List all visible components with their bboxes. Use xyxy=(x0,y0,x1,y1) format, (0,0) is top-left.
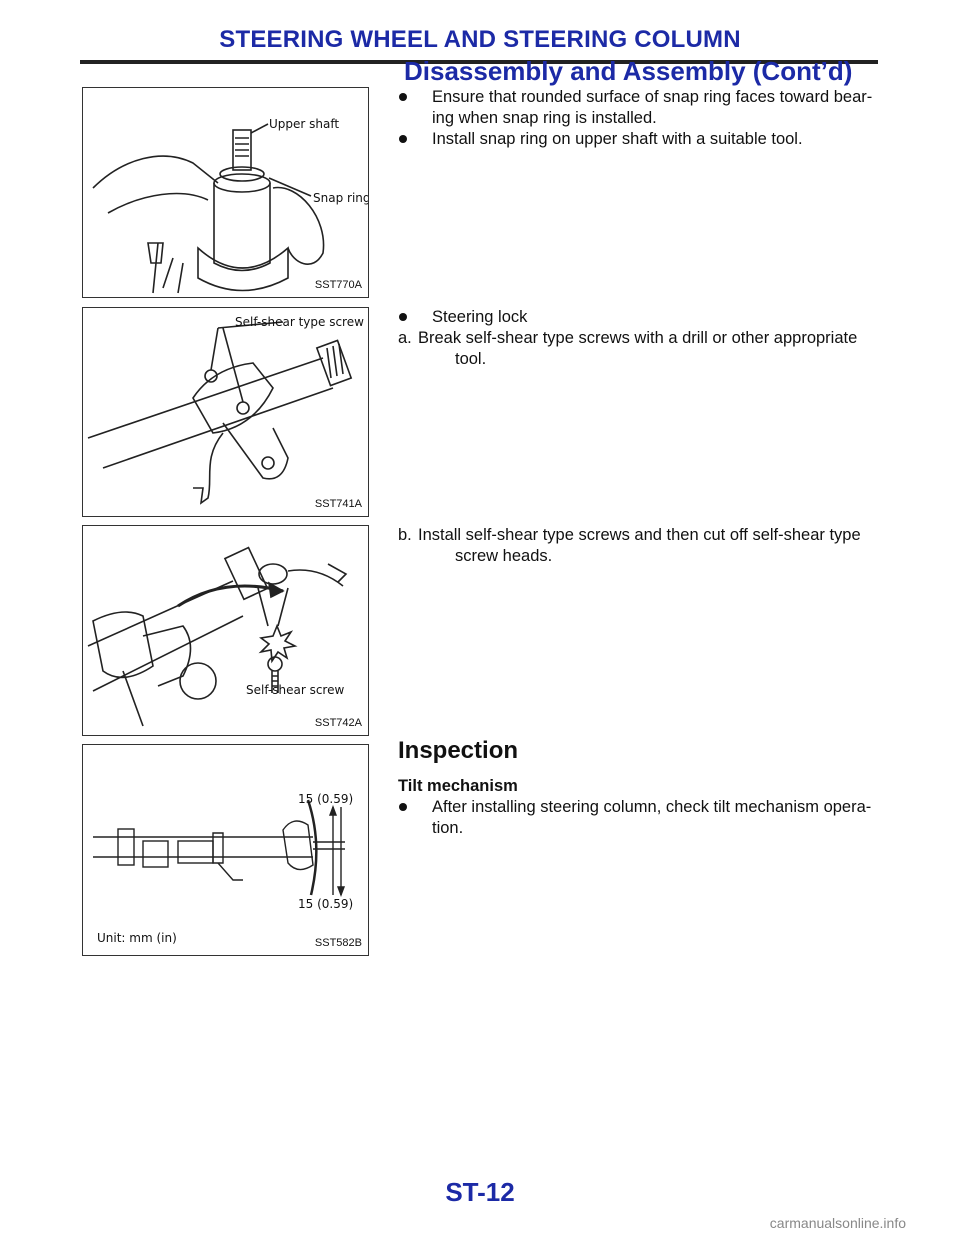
step-mark: a. xyxy=(398,329,412,347)
label-dimension-top: 15 (0.59) xyxy=(298,792,354,806)
bullet-item xyxy=(398,129,886,150)
label-self-shear-screw: Self-shear screw xyxy=(246,683,345,697)
bullet-icon xyxy=(399,135,407,143)
label-self-shear-type-screw: Self-shear type screw xyxy=(235,315,364,329)
step-mark: b. xyxy=(398,526,412,544)
section-title: Disassembly and Assembly (Cont’d) xyxy=(404,56,853,86)
step-text: Break self-shear type screws with a drill or other appropriate xyxy=(418,329,858,347)
label-unit: Unit: mm (in) xyxy=(97,931,177,945)
text-block-steering-lock xyxy=(398,307,886,370)
bullet-item xyxy=(398,307,886,328)
figure-sst741a xyxy=(82,307,369,517)
bullet-icon xyxy=(399,313,407,321)
figure-sst582b xyxy=(82,744,369,956)
figure-code: SST742A xyxy=(314,717,362,729)
label-upper-shaft: Upper shaft xyxy=(269,117,340,131)
label-dimension-bottom: 15 (0.59) xyxy=(298,897,354,911)
bullet-text-cont: ing when snap ring is installed. xyxy=(432,109,657,127)
text-block-snap-ring xyxy=(398,87,886,150)
bullet-text: After installing steering column, check tilt mechanism opera- xyxy=(432,798,872,816)
bullet-icon xyxy=(399,803,407,811)
bullet-item xyxy=(398,797,886,839)
step-text-cont: tool. xyxy=(455,350,487,368)
step-text-cont: screw heads. xyxy=(455,547,553,565)
bullet-text-cont: tion. xyxy=(432,819,464,837)
figure-code: SST582B xyxy=(314,937,362,949)
page-number: ST-12 xyxy=(445,1177,515,1207)
bullet-text: Ensure that rounded surface of snap ring faces toward bear- xyxy=(432,88,873,106)
steering-lock-illustration xyxy=(83,308,369,517)
step-a xyxy=(398,328,886,370)
step-b xyxy=(398,525,886,567)
inspection-section xyxy=(398,737,886,839)
figure-sst742a xyxy=(82,525,369,736)
label-snap-ring: Snap ring xyxy=(313,191,370,205)
bullet-text: Steering lock xyxy=(432,308,528,326)
watermark: carmanualsonline.info xyxy=(769,1215,906,1231)
snap-ring-illustration xyxy=(83,88,369,298)
figure-code: SST770A xyxy=(314,279,362,291)
step-text: Install self-shear type screws and then cut off self-shear type xyxy=(418,526,861,544)
bullet-icon xyxy=(399,93,407,101)
figure-sst770a xyxy=(82,87,369,298)
bullet-text: Install snap ring on upper shaft with a suitable tool. xyxy=(432,130,803,148)
tilt-mechanism-illustration xyxy=(83,745,369,956)
inspection-heading: Inspection xyxy=(398,737,519,764)
figure-code: SST741A xyxy=(314,498,362,510)
self-shear-screw-illustration xyxy=(83,526,369,736)
tilt-mechanism-subheading: Tilt mechanism xyxy=(398,777,518,795)
text-block-screw-heads xyxy=(398,525,886,567)
header-title: STEERING WHEEL AND STEERING COLUMN xyxy=(219,26,741,53)
bullet-item xyxy=(398,87,886,129)
